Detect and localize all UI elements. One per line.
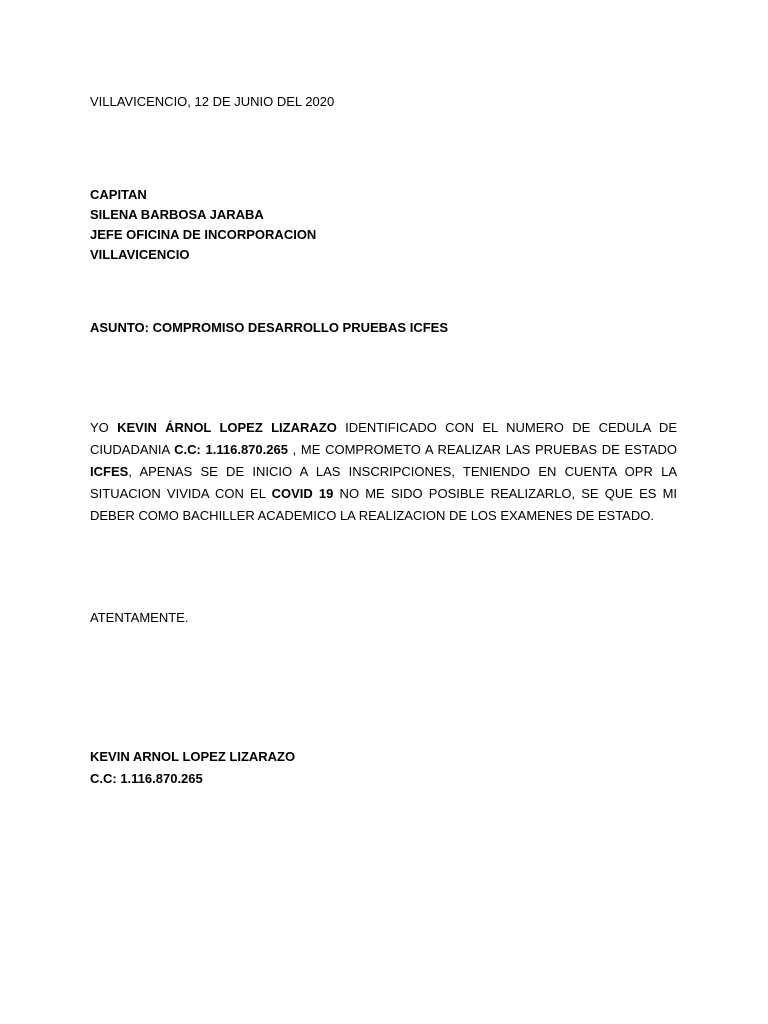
body-icfes: ICFES (90, 464, 129, 479)
addressee-name: SILENA BARBOSA JARABA (90, 207, 264, 222)
addressee-block (90, 185, 316, 265)
addressee-rank: CAPITAN (90, 187, 147, 202)
body-text-1: YO (90, 420, 118, 435)
body-covid: COVID 19 (271, 486, 334, 501)
closing-line: ATENTAMENTE. (90, 610, 189, 625)
body-id-number: C.C: 1.116.870.265 (174, 442, 288, 457)
subject-line: ASUNTO: COMPROMISO DESARROLLO PRUEBAS ICFES (90, 320, 449, 335)
body-name: KEVIN ÁRNOL LOPEZ LIZARAZO (117, 420, 337, 435)
signature-id: C.C: 1.116.870.265 (90, 771, 203, 786)
body-text-5: NO ME SIDO POSIBLE REALIZARLO, SE QUE ES MI DEBER COMO BACHILLER ACADEMICO LA REALIZACION DE LOS EXAMENES DE ESTADO. (90, 486, 678, 523)
date-line: VILLAVICENCIO, 12 DE JUNIO DEL 2020 (90, 94, 335, 109)
addressee-city: VILLAVICENCIO (90, 247, 190, 262)
signature-block (90, 746, 295, 790)
body-text-3: , ME COMPROMETO A REALIZAR LAS PRUEBAS DE ESTADO (287, 442, 677, 457)
body-text-4: , APENAS SE DE INICIO A LAS INSCRIPCIONES, TENIENDO EN CUENTA OPR LA SITUACION VIVIDA CON EL (90, 464, 677, 501)
addressee-position: JEFE OFICINA DE INCORPORACION (90, 227, 317, 242)
body-paragraph (90, 417, 677, 527)
body-text-2: IDENTIFICADO CON EL NUMERO DE CEDULA DE CIUDADANIA (90, 420, 677, 457)
signature-name: KEVIN ARNOL LOPEZ LIZARAZO (90, 749, 296, 764)
